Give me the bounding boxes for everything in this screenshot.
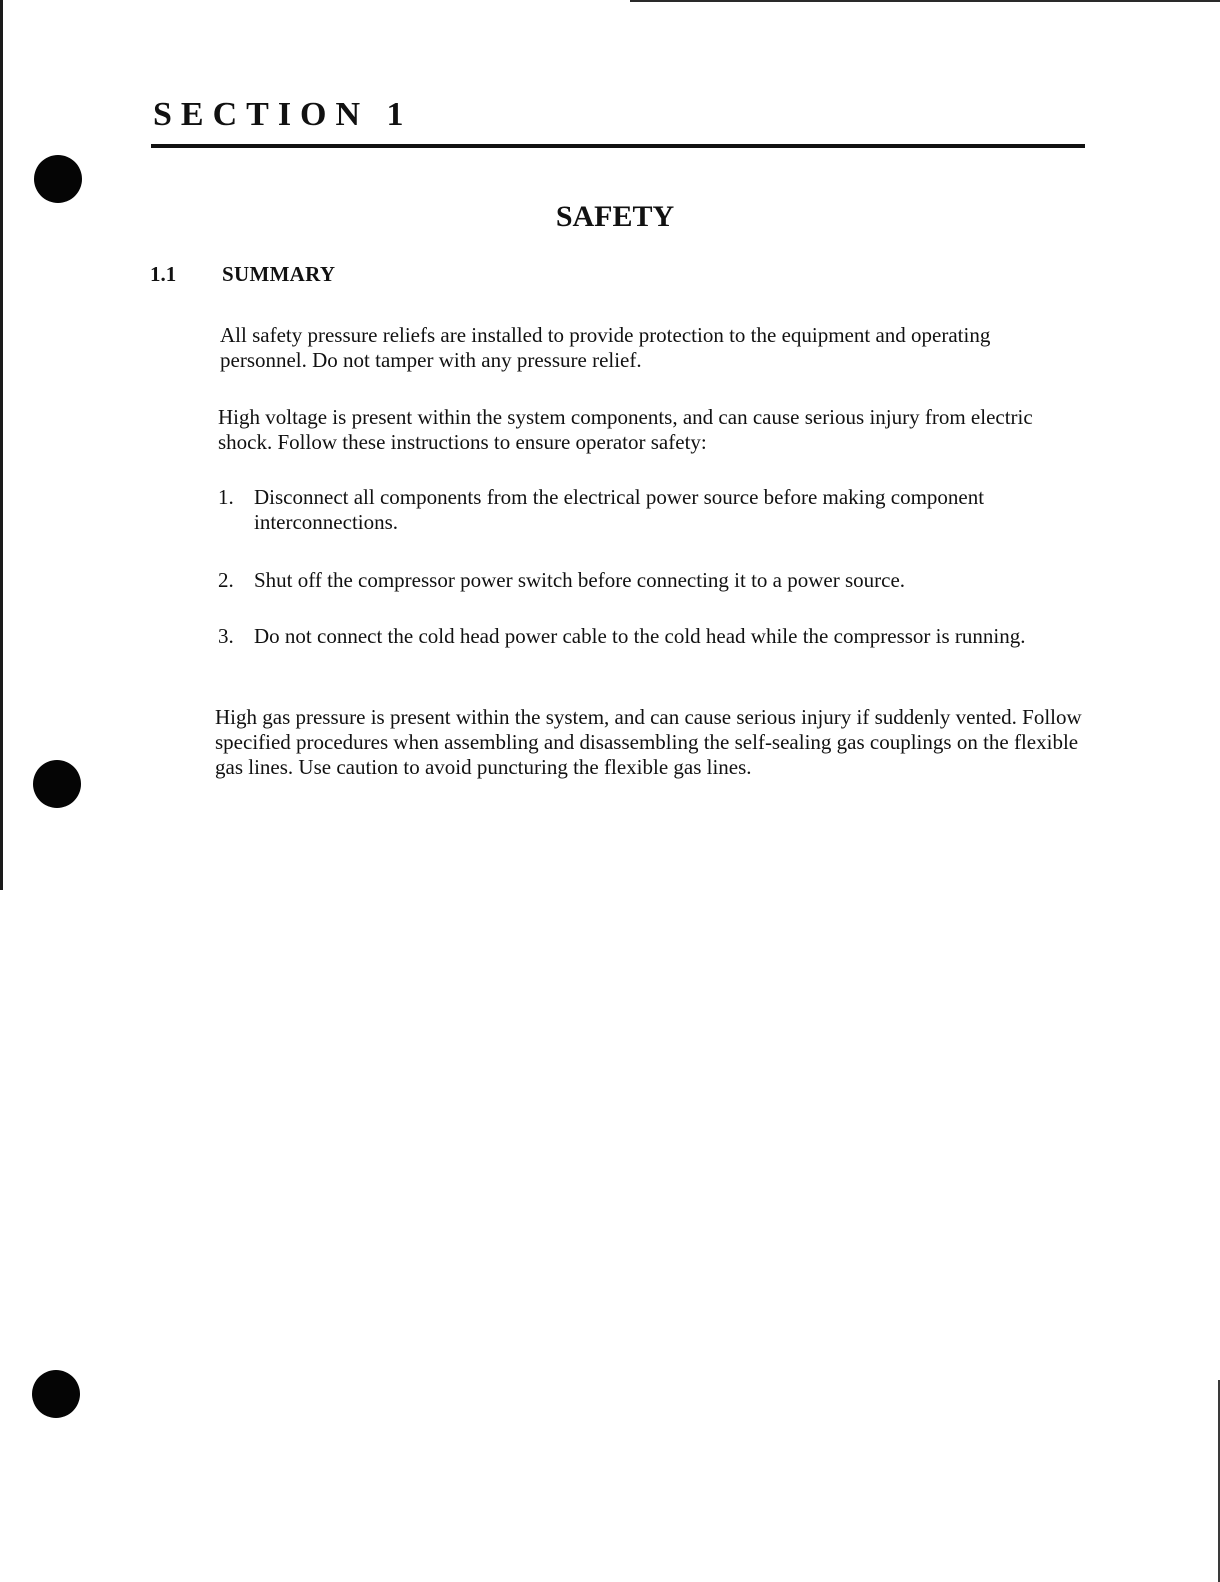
punch-hole-middle (33, 760, 81, 808)
paragraph-high-voltage: High voltage is present within the system components, and can cause serious injury from electric shock. Follow these instructions to ensure operator safety: (218, 405, 1033, 454)
list-item-text: Shut off the compressor power switch before connecting it to a power source. (254, 568, 906, 592)
list-item-number: 2. (218, 568, 234, 592)
punch-hole-top (34, 155, 82, 203)
list-item-number: 3. (218, 624, 234, 648)
section-rule (151, 144, 1085, 148)
paragraph-pressure-reliefs: All safety pressure reliefs are installed to provide protection to the equipment and operating personnel. Do not tamper with any pressure relief. (220, 323, 991, 372)
punch-hole-bottom (32, 1370, 80, 1418)
paragraph-gas-pressure: High gas pressure is present within the system, and can cause serious injury if suddenly vented. Follow specified procedures when assembling and disassembling the self-sealing gas couplings on the flexible gas lines. Use caution to avoid puncturing the flexible gas lines. (215, 705, 1082, 779)
list-item (218, 568, 1068, 593)
list-item-number: 1. (218, 485, 234, 509)
scan-edge-top (630, 0, 1220, 2)
subsection-number: 1.1 (150, 262, 177, 286)
scan-edge-left (0, 0, 3, 890)
list-item-text: Do not connect the cold head power cable to the cold head while the compressor is running. (254, 624, 1026, 648)
list-item (218, 624, 1068, 649)
subsection-title: SUMMARY (222, 262, 336, 286)
list-item (218, 485, 1068, 535)
page-title: SAFETY (555, 200, 675, 233)
section-heading: SECTION 1 (153, 96, 413, 133)
list-item-text: Disconnect all components from the electrical power source before making component interconnections. (254, 485, 985, 534)
